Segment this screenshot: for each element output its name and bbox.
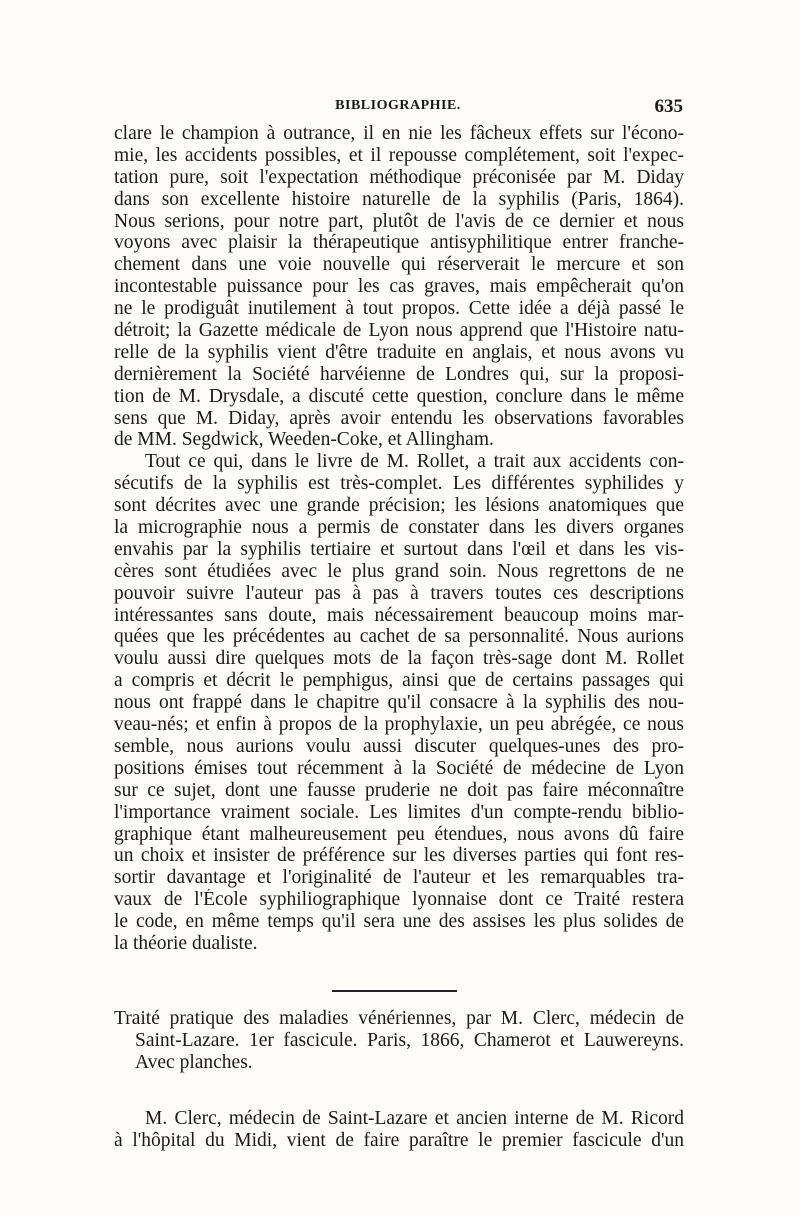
text-line: sur ce sujet, dont une fausse pruderie ne doit pas faire méconnaître — [114, 779, 684, 801]
text-line: cères sont étudiées avec le plus grand soin. Nous regrettons de ne — [114, 560, 684, 582]
text-line: mie, les accidents possibles, et il repousse complétement, soit l'expec- — [114, 144, 684, 166]
text-line: dernièrement la Société harvéienne de Londres qui, sur la proposi- — [114, 363, 684, 385]
text-line: Nous serions, pour notre part, plutôt de l'avis de ce dernier et nous — [114, 210, 684, 232]
review-heading-line: Saint-Lazare. 1er fascicule. Paris, 1866, Chamerot et Lauwereyns. — [135, 1030, 684, 1051]
text-line: veau-nés; et enfin à propos de la prophylaxie, un peu abrégée, ce nous — [114, 714, 684, 736]
text-line: semble, nous aurions voulu aussi discuter quelques-unes des pro- — [114, 735, 684, 757]
text-line: sont décrites avec une grande précision; les lésions anatomiques que — [114, 495, 684, 517]
review-heading-line: Avec planches. — [135, 1052, 253, 1073]
text-line: relle de la syphilis vient d'être traduite en anglais, et nous avons vu — [114, 341, 684, 363]
text-line: sens que M. Diday, après avoir entendu les observations favorables — [114, 407, 684, 429]
text-line: tion de M. Drysdale, a discuté cette question, conclure dans le même — [114, 385, 684, 407]
text-line: M. Clerc, médecin de Saint-Lazare et ancien interne de M. Ricord — [145, 1108, 684, 1129]
text-line: le code, en même temps qu'il sera une des assises les plus solides de — [114, 911, 684, 933]
text-line: voulu aussi dire quelques mots de la façon très-sage dont M. Rollet — [114, 648, 684, 670]
text-line: la théorie dualiste. — [114, 932, 258, 954]
section-separator — [332, 990, 457, 992]
text-line: incontestable puissance pour les cas graves, mais empêcherait qu'on — [114, 276, 684, 298]
text-line: dans son excellente histoire naturelle de la syphilis (Paris, 1864). — [114, 188, 684, 210]
text-line: graphique étant malheureusement peu étendues, nous avons dû faire — [114, 823, 684, 845]
text-line: un choix et insister de préférence sur les diverses parties qui font res- — [114, 845, 684, 867]
text-line: voyons avec plaisir la thérapeutique antisyphilitique entrer franche- — [114, 232, 684, 254]
text-line: de MM. Segdwick, Weeden-Coke, et Allingham. — [114, 429, 494, 451]
review-heading-line: Traité pratique des maladies vénériennes, par M. Clerc, médecin de — [114, 1008, 684, 1029]
text-line: a compris et décrit le pemphigus, ainsi que de certains passages qui — [114, 670, 684, 692]
text-line: à l'hôpital du Midi, vient de faire paraître le premier fascicule d'un — [114, 1130, 684, 1151]
text-line: envahis par la syphilis tertiaire et surtout dans l'œil et dans les vis- — [114, 538, 684, 560]
review-body — [114, 1108, 684, 1152]
text-line: quées que les précédentes au cachet de sa personnalité. Nous aurions — [114, 626, 684, 648]
text-line: pouvoir suivre l'auteur pas à pas à travers toutes ces descriptions — [114, 582, 684, 604]
text-line: intéressantes sans doute, mais nécessairement beaucoup moins mar- — [114, 604, 684, 626]
review-heading — [114, 1008, 684, 1074]
text-line: nous ont frappé dans le chapitre qu'il consacre à la syphilis des nou- — [114, 692, 684, 714]
text-line: vaux de l'École syphiliographique lyonnaise dont ce Traité restera — [114, 889, 684, 911]
running-head — [113, 98, 683, 124]
text-line: clare le champion à outrance, il en nie les fâcheux effets sur l'écono- — [114, 123, 684, 144]
text-line: sécutifs de la syphilis est très-complet. Les différentes syphilides y — [114, 473, 684, 495]
text-line: détroit; la Gazette médicale de Lyon nous apprend que l'Histoire natu- — [114, 320, 684, 342]
body-text — [114, 123, 684, 955]
text-line: positions émises tout récemment à la Société de médecine de Lyon — [114, 757, 684, 779]
text-line: tation pure, soit l'expectation méthodique préconisée par M. Diday — [114, 166, 684, 188]
text-line: chement dans une voie nouvelle qui réserverait le mercure et son — [114, 254, 684, 276]
text-line: l'importance vraiment sociale. Les limites d'un compte-rendu biblio- — [114, 801, 684, 823]
running-title: BIBLIOGRAPHIE. — [335, 98, 461, 113]
page-number: 635 — [654, 96, 683, 117]
text-line: la micrographie nous a permis de constater dans les divers organes — [114, 517, 684, 539]
text-line: ne le prodiguât inutilement à tout propos. Cette idée a déjà passé le — [114, 298, 684, 320]
text-line: sortir davantage et l'originalité de l'auteur et les remarquables tra- — [114, 867, 684, 889]
text-line: Tout ce qui, dans le livre de M. Rollet, a trait aux accidents con- — [145, 451, 684, 473]
